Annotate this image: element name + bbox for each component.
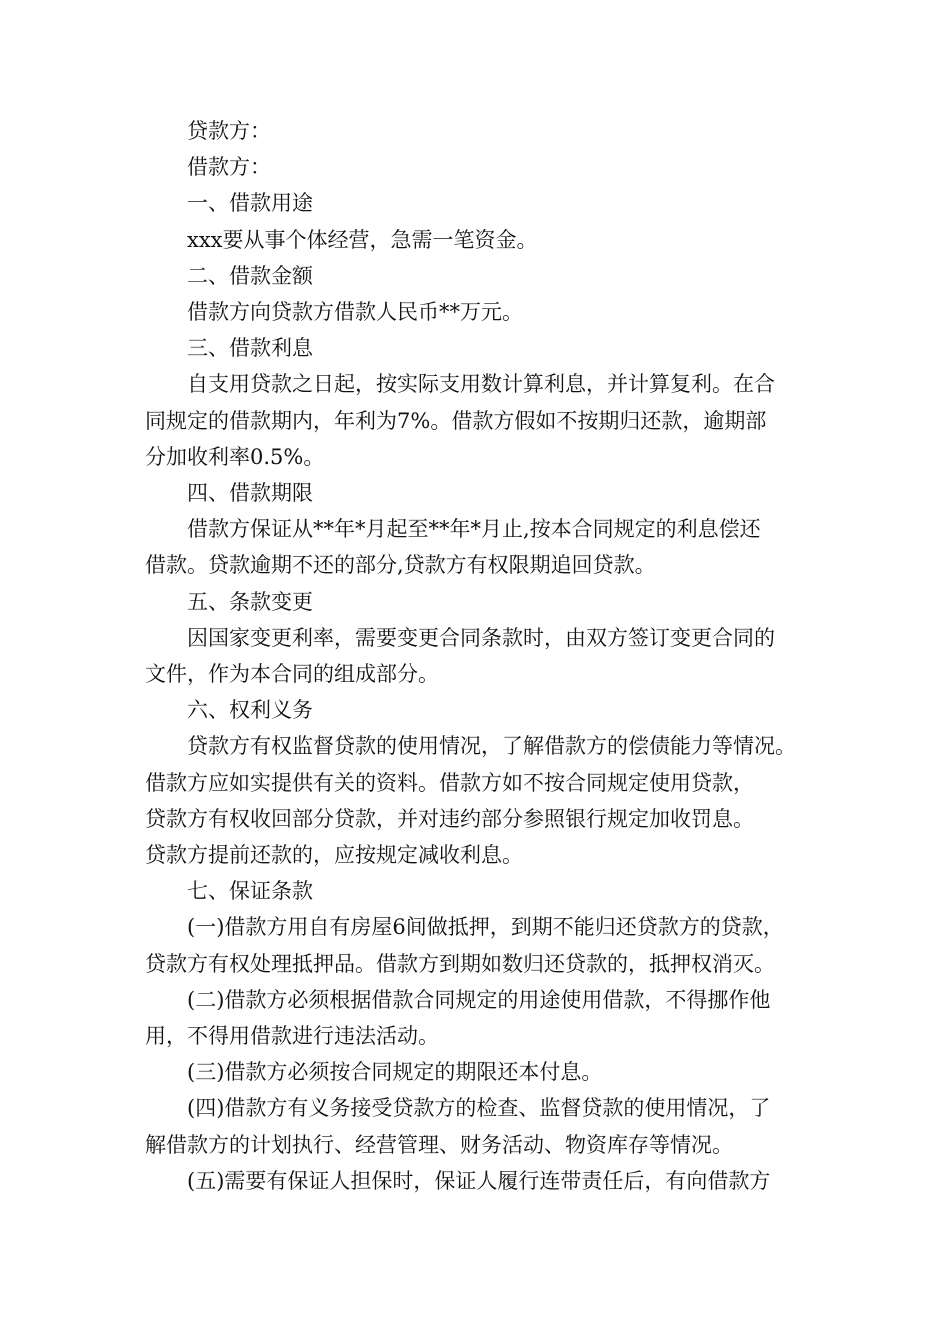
contract-body xyxy=(145,113,813,1199)
section-heading-rights: 六、权利义务 xyxy=(187,698,313,723)
section-body-interest: 自支用贷款之日起，按实际支用数计算利息，并计算复利。在合 同规定的借款期内，年利为7%。借款方假如不按期归还款，逾期部 分加收利率0.5%。 xyxy=(145,372,775,469)
borrower-label: 借款方： xyxy=(187,155,271,180)
section-heading-guarantee: 七、保证条款 xyxy=(187,879,313,904)
section-body-changes: 因国家变更利率，需要变更合同条款时，由双方签订变更合同的 文件，作为本合同的组成部分。 xyxy=(145,625,775,687)
guarantee-clause-2: (二)借款方必须根据借款合同规定的用途使用借款，不得挪作他 用，不得用借款进行违法活动。 xyxy=(145,987,771,1049)
section-heading-interest: 三、借款利息 xyxy=(187,336,313,361)
section-body-purpose: xxx要从事个体经营，急需一笔资金。 xyxy=(187,227,538,252)
section-heading-term: 四、借款期限 xyxy=(187,481,313,506)
guarantee-clause-1: (一)借款方用自有房屋6间做抵押，到期不能归还贷款方的贷款， 贷款方有权处理抵押品。借款方到期如数归还贷款的，抵押权消灭。 xyxy=(145,915,784,976)
guarantee-clause-5: (五)需要有保证人担保时，保证人履行连带责任后，有向借款方 xyxy=(187,1168,771,1193)
guarantee-clause-4: (四)借款方有义务接受贷款方的检查、监督贷款的使用情况，了 解借款方的计划执行、经营管理、财务活动、物资库存等情况。 xyxy=(145,1096,771,1157)
section-heading-amount: 二、借款金额 xyxy=(187,263,313,288)
section-heading-changes: 五、条款变更 xyxy=(187,589,313,614)
guarantee-clause-3: (三)借款方必须按合同规定的期限还本付息。 xyxy=(187,1060,603,1085)
section-body-rights: 贷款方有权监督贷款的使用情况，了解借款方的偿债能力等情况。 借款方应如实提供有关的资料。借款方如不按合同规定使用贷款， 贷款方有权收回部分贷款，并对违约部分参照银行规定加收罚息。 贷款方提前还款的，应按规定减收利息。 xyxy=(145,734,796,868)
section-body-amount: 借款方向贷款方借款人民币**万元。 xyxy=(187,300,523,325)
section-body-term: 借款方保证从**年*月起至**年*月止,按本合同规定的利息偿还 借款。贷款逾期不还的部分,贷款方有权限期追回贷款。 xyxy=(145,517,761,578)
lender-label: 贷款方： xyxy=(187,119,271,143)
section-heading-purpose: 一、借款用途 xyxy=(187,191,313,216)
